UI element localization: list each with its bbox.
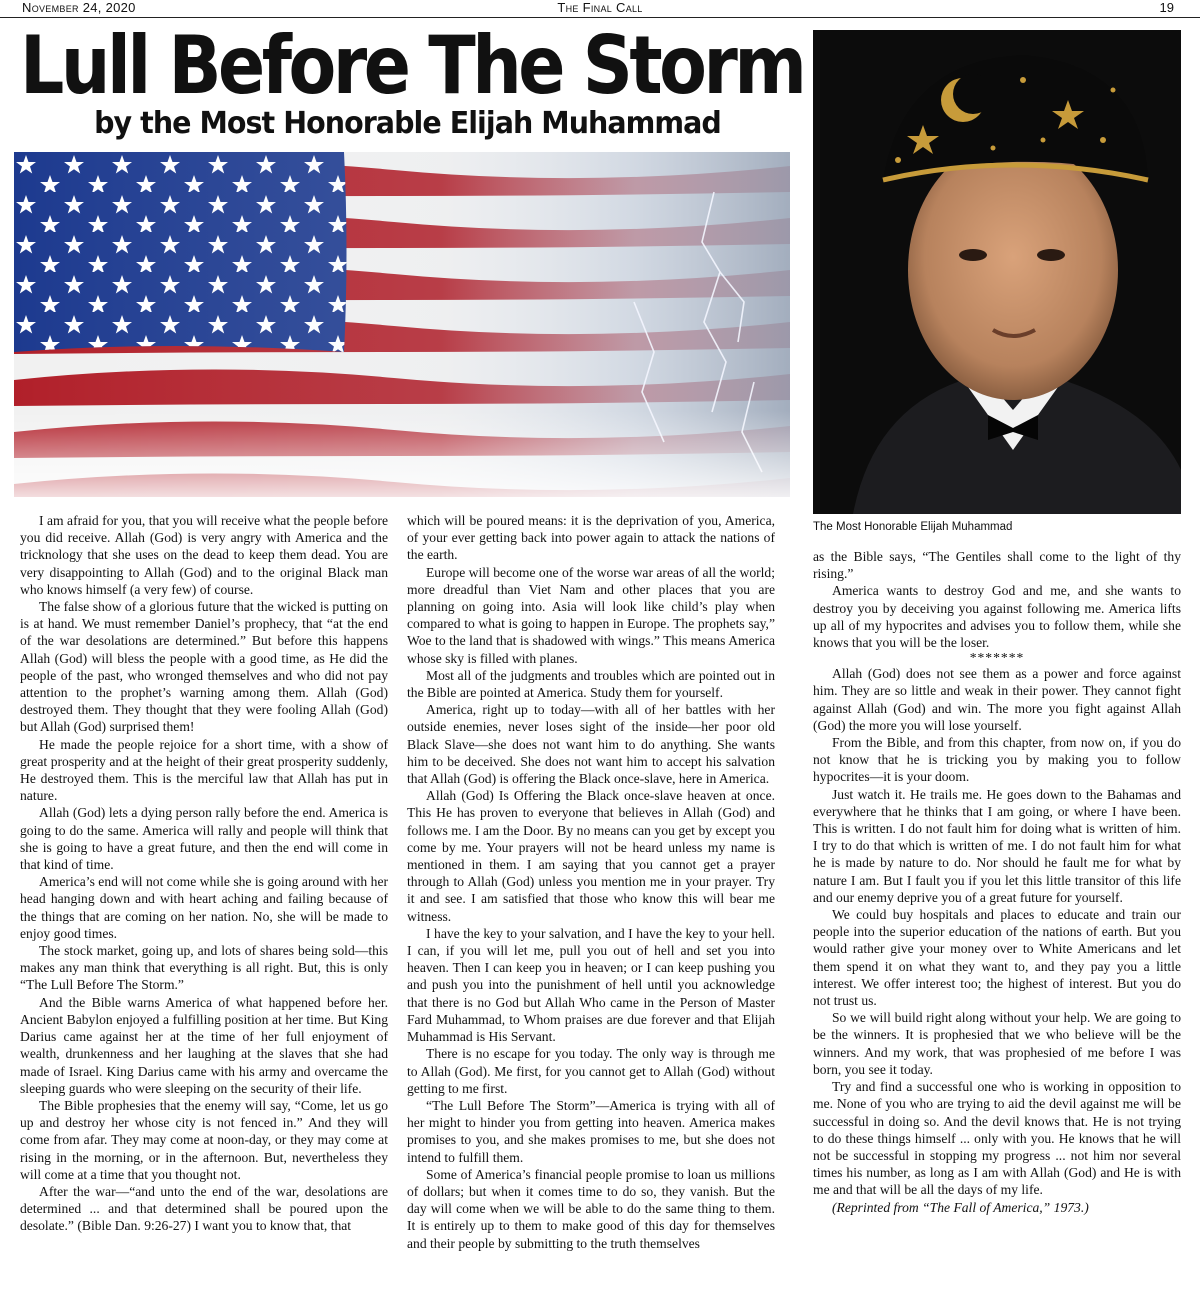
issue-date: November 24, 2020 [22, 0, 136, 15]
paragraph: “The Lull Before The Storm”—America is trying with all of her might to hinder you from getting into heaven. America makes promises to you, and she makes promises to me, but she does not intend to fulfill them. [407, 1097, 775, 1165]
masthead-bar [0, 0, 1200, 18]
paragraph: Try and find a successful one who is working in opposition to me. None of you who are trying to aid the devil against me will be successful in doing so. And the devil knows that. He is not trying to do these things himself ... only with you. He knows that he will not be successful in stopping my progress ... not him nor several times his number, as long as I am with Allah (God) and He is with me and that will be all the days of my life. [813, 1079, 1181, 1198]
american-flag-storm-image [14, 152, 790, 497]
paper-name: The Final Call [557, 0, 643, 15]
paragraph: He made the people rejoice for a short time, with a show of great prosperity and at the height of their great prosperity suddenly, He destroyed them. This is the merciful law that Allah has put in nature. [20, 736, 388, 804]
paragraph: We could buy hospitals and places to educate and train our people into the superior education of the nations of earth. But you would rather give your money over to White Americans and let them spend it on what they want to, and they pay you a little interest. We offer interest too; the highest of interest. But you do not trust us. [813, 907, 1181, 1009]
paragraph-continued: as the Bible says, “The Gentiles shall come to the light of thy rising.” [813, 549, 1181, 582]
photo-caption: The Most Honorable Elijah Muhammad [813, 521, 1013, 533]
byline: by the Most Honorable Elijah Muhammad [94, 106, 721, 141]
paragraph: I am afraid for you, that you will receive what the people before you did receive. Allah (God) is very angry with America and the tricknology that she uses on the dead to keep them dead. You are very disappointing to Allah (God) and to the original Black man who knows himself (a very few) of course. [20, 513, 388, 597]
paragraph: Just watch it. He trails me. He goes down to the Bahamas and everywhere that he thinks that I am going, or where I have been. This is written. I do not fault him for doing what is written of him. I try to do that which is written of me. I do not fault him for what he is made by nature to do. Nor should he fault me for what by nature I am. But I fault you if you let this little transitor of this life and our enemy deprive you of a great future for yourself. [813, 786, 1181, 905]
paragraph: America, right up to today—with all of her battles with her outside enemies, never loses sight of the inside—her poor old Black Slave—she does not want him to do anything. She wants him to be deceived. She does not want him to accept his salvation that Allah (God) is offering the Black once-slave, here in America. [407, 702, 775, 787]
paragraph: The false show of a glorious future that the wicked is putting on is at hand. We must remember Daniel’s prophecy, that “at the end of the war desolations are determined.” But before this happens Allah (God) will bless the people with a good time, as He did the people of the past, who wronged themselves and who did not pay attention to the prophet’s warning among them. Allah (God) destroyed them. They thought that they were fooling Allah (God) but Allah (God) surprised them! [20, 599, 388, 735]
paragraph: Europe will become one of the worse war areas of all the world; more dreadful than Viet Nam and other places that you are planning on going into. Asia will look like child’s play when compared to what is going to happen in Europe. The prophets say,” Woe to the land that is shadowed with wings.” This means America whose sky is filled with planes. [407, 564, 775, 666]
paragraph: America wants to destroy God and me, and she wants to destroy you by deceiving you against following me. America lifts up all of my hypocrites and advises you to follow them, while she knows that you will be the loser. [813, 583, 1181, 651]
page-number: 19 [1159, 0, 1174, 15]
section-separator: ******* [969, 650, 1025, 666]
paragraph: Allah (God) does not see them as a power and force against him. They are so little and weak in their power. They cannot fight against Allah (God) and win. The more you fight against Allah (God) the more you will lose yourself. [813, 666, 1181, 733]
paragraph: There is no escape for you today. The only way is through me to Allah (God). Me first, for you cannot get to Allah (God) without getting to me first. [407, 1046, 775, 1096]
paragraph: Allah (God) Is Offering the Black once-slave heaven at once. This He has proven to everyone that believes in Allah (God) and follows me. I am the Door. By no means can you get by except you come by me. Your prayers will not be heard unless my name is mentioned in them. I am saying that you cannot get a prayer through to Allah (God) unless you mention me in your prayer. Try it and see. I am satisfied that those who know this will bear me witness. [407, 788, 775, 924]
article-column-3 [813, 548, 1181, 1216]
paragraph: America’s end will not come while she is going around with her head hanging down and with heart aching and failing because of the things that are coming on her nation. No, she will be made to enjoy good times. [20, 874, 388, 941]
paragraph: Allah (God) lets a dying person rally before the end. America is going to do the same. America will rally and people will think that she is going to have a great future, and then the end will come in that kind of time. [20, 805, 388, 873]
paragraph: The stock market, going up, and lots of shares being sold—this makes any man think that everything is all right. But, this is only “The Lull Before The Storm.” [20, 943, 388, 993]
article-column-1 [20, 512, 388, 1235]
elijah-muhammad-portrait [813, 30, 1181, 514]
headline: Lull Before The Storm [20, 19, 804, 112]
article-column-2 [407, 512, 775, 1252]
paragraph-continued: which will be poured means: it is the deprivation of you, America, of your ever getting back into power again to attack the nations of the earth. [407, 513, 775, 563]
paragraph: Some of America’s financial people promise to loan us millions of dollars; but when it comes time to do so, they vanish. But the day will come when we will be able to do the same thing to them. It is entirely up to them to make good of this day for themselves and their people by submitting to the truth themselves [407, 1166, 775, 1251]
paragraph: Most all of the judgments and troubles which are pointed out in the Bible are pointed at America. Study them for yourself. [407, 667, 775, 701]
paragraph: The Bible prophesies that the enemy will say, “Come, let us go up and destroy her whose city is not fenced in.” And they will come from afar. They may come at noon-day, or they may come at rising in the morning, or in the afternoon. But, nevertheless they will come at a time that you thought not. [20, 1097, 388, 1182]
paragraph: And the Bible warns America of what happened before her. Ancient Babylon enjoyed a fulfilling position at her time. But King Darius came against her at the time of her full enjoyment of wealth, drunkenness and her laughing at the slaves that she had made of Israel. King Darius came with his army and overcame the sleeping guards who were sleeping on the security of their life. [20, 994, 388, 1096]
paragraph: After the war—“and unto the end of the war, desolations are determined ... and that determined shall be poured upon the desolate.” (Bible Dan. 9:26-27) I want you to know that, that [20, 1183, 388, 1234]
paragraph: From the Bible, and from this chapter, from now on, if you do not know that he is tricking you by making you to follow hypocrites—it is your doom. [813, 735, 1181, 785]
paragraph: I have the key to your salvation, and I have the key to your hell. I can, if you will let me, pull you out of hell and set you into heaven. Then I can keep you in heaven; or I can keep pushing you and push you into the punishment of hell until you acknowledge that there is no God but Allah Who came in the Person of Master Fard Muhammad, to Whom praises are due forever and that Elijah Muhammad is His Servant. [407, 925, 775, 1045]
paragraph: So we will build right along without your help. We are going to be the winners. It is prophesied that we who believe will be the winners. And my work, that was prophesied of me before I was born, you see it today. [813, 1010, 1181, 1077]
reprint-credit: (Reprinted from “The Fall of America,” 1973.) [832, 1199, 1089, 1215]
